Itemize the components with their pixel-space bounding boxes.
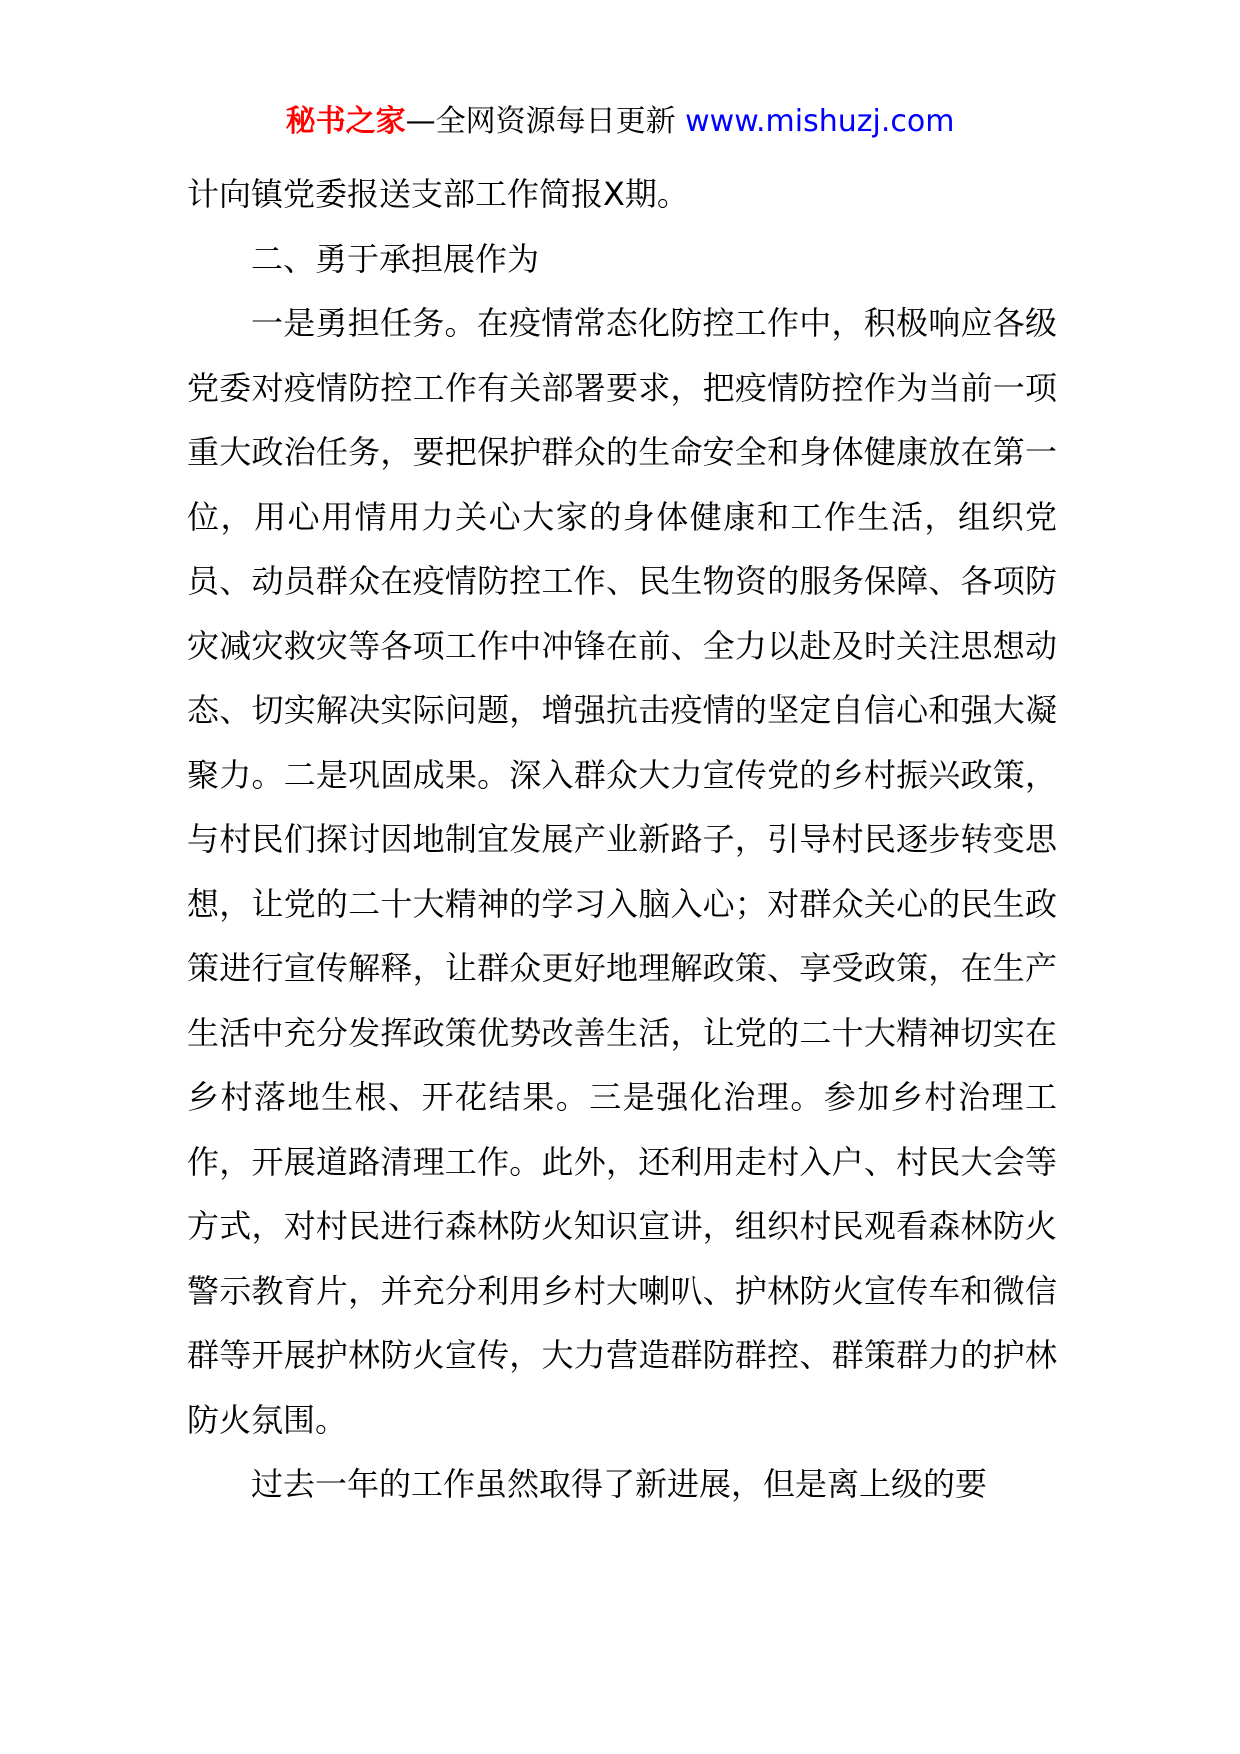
header-tagline: —全网资源每日更新: [405, 104, 676, 139]
header-brand: 秘书之家: [285, 104, 406, 139]
page-header: [0, 100, 1240, 144]
document-body: [187, 162, 1057, 1517]
paragraph-closing: 过去一年的工作虽然取得了新进展，但是离上级的要: [251, 1465, 988, 1503]
paragraph-continuation: 计向镇党委报送支部工作简报X期。: [187, 175, 689, 213]
section-heading: 二、勇于承担展作为: [251, 239, 540, 278]
header-site-link[interactable]: www.mishuzj.com: [685, 104, 955, 139]
paragraph-main: 一是勇担任务。在疫情常态化防控工作中，积极响应各级党委对疫情防控工作有关部署要求，把疫情防控作为当前一项重大政治任务，要把保护群众的生命安全和身体健康放在第一位，用心用情用力关心大家的身体健康和工作生活，组织党员、动员群众在疫情防控工作、民生物资的服务保障、各项防灾减灾救灾等各项工作中冲锋在前、全力以赴及时关注思想动态、切实解决实际问题，增强抗击疫情的坚定自信心和强大凝聚力。二是巩固成果。深入群众大力宣传党的乡村振兴政策，与村民们探讨因地制宜发展产业新路子，引导村民逐步转变思想，让党的二十大精神的学习入脑入心；对群众关心的民生政策进行宣传解释，让群众更好地理解政策、享受政策，在生产生活中充分发挥政策优势改善生活，让党的二十大精神切实在乡村落地生根、开花结果。三是强化治理。参加乡村治理工作，开展道路清理工作。此外，还利用走村入户、村民大会等方式，对村民进行森林防火知识宣讲，组织村民观看森林防火警示教育片，并充分利用乡村大喇叭、护林防火宣传车和微信群等开展护林防火宣传，大力营造群防群控、群策群力的护林防火氛围。: [187, 304, 1057, 1439]
